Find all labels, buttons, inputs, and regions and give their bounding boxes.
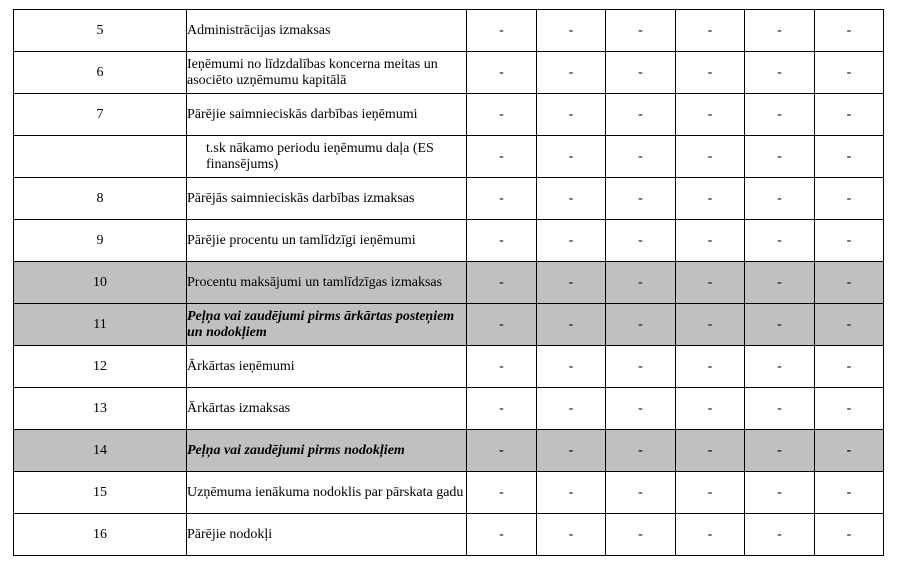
row-value: -: [467, 10, 537, 52]
row-value: -: [606, 514, 676, 556]
row-value: -: [676, 52, 745, 94]
row-value: -: [467, 388, 537, 430]
row-value: -: [537, 10, 606, 52]
row-value: -: [815, 94, 884, 136]
row-value: -: [537, 94, 606, 136]
row-label: Peļņa vai zaudējumi pirms ārkārtas posteņiem un nodokļiem: [187, 304, 467, 346]
row-value: -: [467, 514, 537, 556]
row-value: -: [537, 304, 606, 346]
row-number: 8: [14, 178, 187, 220]
table-row: [14, 136, 884, 178]
row-value: -: [537, 220, 606, 262]
row-value: -: [676, 136, 745, 178]
row-value: -: [537, 346, 606, 388]
row-value: -: [676, 430, 745, 472]
row-value: -: [606, 430, 676, 472]
row-number: 12: [14, 346, 187, 388]
table-row: [14, 220, 884, 262]
row-value: -: [606, 10, 676, 52]
table-row-shaded: [14, 304, 884, 346]
row-value: -: [606, 262, 676, 304]
row-value: -: [815, 514, 884, 556]
row-value: -: [537, 52, 606, 94]
row-value: -: [467, 52, 537, 94]
row-value: -: [537, 388, 606, 430]
row-value: -: [815, 178, 884, 220]
table-row: [14, 346, 884, 388]
row-value: -: [467, 262, 537, 304]
row-value: -: [745, 388, 815, 430]
table-row-shaded: [14, 262, 884, 304]
row-value: -: [537, 430, 606, 472]
table-row: [14, 388, 884, 430]
row-value: -: [467, 178, 537, 220]
row-value: -: [467, 430, 537, 472]
row-value: -: [745, 472, 815, 514]
row-label: Pārējie saimnieciskās darbības ieņēmumi: [187, 94, 467, 136]
row-value: -: [606, 136, 676, 178]
row-number: 11: [14, 304, 187, 346]
row-value: -: [606, 220, 676, 262]
row-value: -: [537, 136, 606, 178]
row-number: 7: [14, 94, 187, 136]
row-value: -: [606, 178, 676, 220]
row-label: Ārkārtas ieņēmumi: [187, 346, 467, 388]
row-value: -: [537, 472, 606, 514]
row-value: -: [745, 262, 815, 304]
row-value: -: [676, 514, 745, 556]
row-value: -: [745, 136, 815, 178]
row-value: -: [815, 262, 884, 304]
row-value: -: [467, 304, 537, 346]
row-value: -: [815, 220, 884, 262]
row-number: 6: [14, 52, 187, 94]
row-value: -: [745, 346, 815, 388]
row-value: -: [537, 178, 606, 220]
row-value: -: [676, 388, 745, 430]
row-value: -: [676, 178, 745, 220]
row-value: -: [745, 178, 815, 220]
row-value: -: [676, 10, 745, 52]
row-label: Ieņēmumi no līdzdalības koncerna meitas un asociēto uzņēmumu kapitālā: [187, 52, 467, 94]
row-label: t.sk nākamo periodu ieņēmumu daļa (ES finansējums): [187, 136, 467, 178]
row-value: -: [745, 94, 815, 136]
row-value: -: [676, 346, 745, 388]
row-number: [14, 136, 187, 178]
row-value: -: [467, 220, 537, 262]
row-label: Administrācijas izmaksas: [187, 10, 467, 52]
row-value: -: [676, 472, 745, 514]
row-value: -: [815, 304, 884, 346]
row-number: 5: [14, 10, 187, 52]
row-value: -: [745, 220, 815, 262]
row-label: Pārējās saimnieciskās darbības izmaksas: [187, 178, 467, 220]
row-value: -: [467, 472, 537, 514]
row-value: -: [815, 52, 884, 94]
row-value: -: [745, 430, 815, 472]
row-label: Pārējie procentu un tamlīdzīgi ieņēmumi: [187, 220, 467, 262]
row-value: -: [815, 10, 884, 52]
row-value: -: [745, 514, 815, 556]
row-value: -: [815, 346, 884, 388]
row-value: -: [676, 94, 745, 136]
row-number: 15: [14, 472, 187, 514]
row-value: -: [606, 52, 676, 94]
row-value: -: [467, 346, 537, 388]
row-value: -: [676, 304, 745, 346]
row-value: -: [606, 388, 676, 430]
row-value: -: [467, 136, 537, 178]
row-number: 14: [14, 430, 187, 472]
table-row: [14, 10, 884, 52]
row-value: -: [537, 514, 606, 556]
row-label: Pārējie nodokļi: [187, 514, 467, 556]
row-value: -: [676, 262, 745, 304]
table-row: [14, 94, 884, 136]
row-value: -: [676, 220, 745, 262]
financial-report-table: [13, 9, 884, 556]
row-value: -: [745, 10, 815, 52]
row-number: 10: [14, 262, 187, 304]
row-value: -: [745, 304, 815, 346]
row-number: 13: [14, 388, 187, 430]
row-value: -: [606, 94, 676, 136]
row-number: 16: [14, 514, 187, 556]
row-value: -: [606, 472, 676, 514]
row-label: Uzņēmuma ienākuma nodoklis par pārskata gadu: [187, 472, 467, 514]
table-row: [14, 52, 884, 94]
table-row: [14, 514, 884, 556]
row-value: -: [467, 94, 537, 136]
row-label: Procentu maksājumi un tamlīdzīgas izmaksas: [187, 262, 467, 304]
row-label: Peļņa vai zaudējumi pirms nodokļiem: [187, 430, 467, 472]
table-row: [14, 472, 884, 514]
table-row-shaded: [14, 430, 884, 472]
row-value: -: [606, 346, 676, 388]
row-value: -: [606, 304, 676, 346]
row-number: 9: [14, 220, 187, 262]
row-value: -: [815, 430, 884, 472]
row-value: -: [745, 52, 815, 94]
row-label: Ārkārtas izmaksas: [187, 388, 467, 430]
row-value: -: [815, 136, 884, 178]
row-value: -: [537, 262, 606, 304]
table-row: [14, 178, 884, 220]
row-value: -: [815, 388, 884, 430]
row-value: -: [815, 472, 884, 514]
